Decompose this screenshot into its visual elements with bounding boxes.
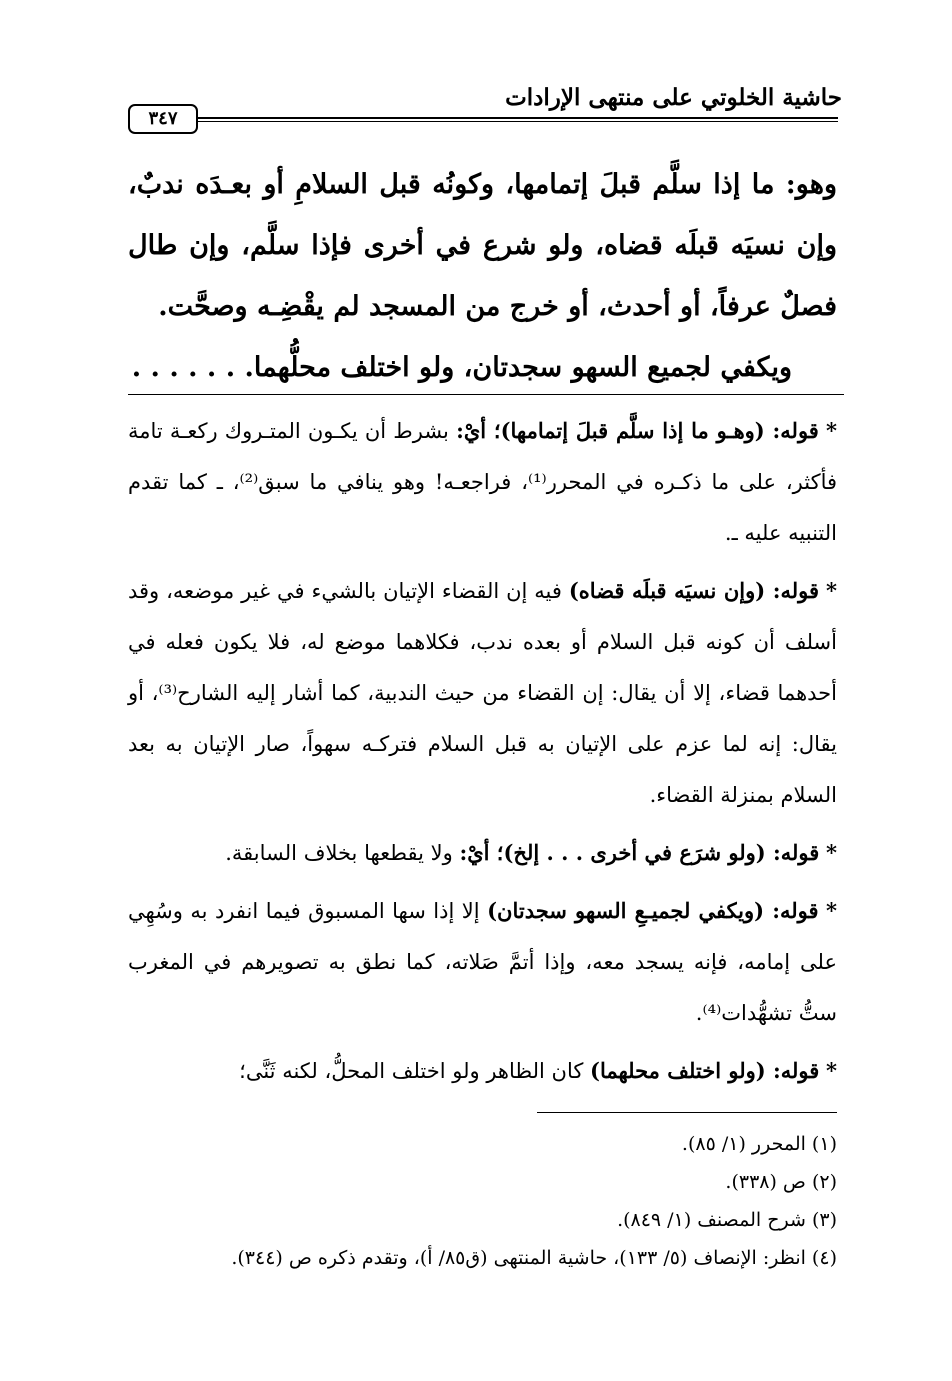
asterisk-marker: * [826, 578, 837, 603]
commentary [128, 405, 837, 1103]
asterisk-marker: * [826, 418, 838, 443]
commentary-paragraph-2 [128, 565, 837, 821]
footnote-4: (٤) انظر: الإنصاف (٥/ ١٣٣)، حاشية المنتهى (ق٨٥/ أ)، وتقدم ذكره ص (٣٤٤). [231, 1247, 837, 1269]
commentary-paragraph-3 [128, 827, 837, 879]
asterisk-marker: * [826, 1058, 837, 1083]
commentary-lemma: قوله: (ولو شرَع في أخرى . . . إلخ)؛ أيْ: [459, 840, 820, 865]
main-text [128, 154, 837, 398]
commentary-paragraph-5 [128, 1045, 837, 1097]
asterisk-marker: * [826, 840, 837, 865]
footnote-3: (٣) شرح المصنف (١/ ٨٤٩). [617, 1209, 837, 1231]
main-text-paragraph-1: وهو: ما إذا سلَّم قبلَ إتمامها، وكونُه قبل السلامِ أو بعـدَه ندبٌ، وإن نسيَه قبلَه قضاه، ولو شرع في أخرى فإذا سلَّم، وإن طال فصلٌ عرفاً، أو أحدث، أو خرج من المسجد لم يقْضِـه وصحَّت. [128, 169, 837, 322]
text-separator-rule [128, 394, 844, 395]
commentary-lemma: قوله: (ويكفي لجميـعِ السهو سجدتان) [487, 898, 819, 923]
commentary-lemma: قوله: (وإن نسيَه قبلَه قضاه) [568, 578, 820, 603]
footnotes [128, 1125, 837, 1277]
commentary-paragraph-1 [128, 405, 837, 559]
commentary-body: فيه إن القضاء الإتيان بالشيء في غير موضعه، وقد أسلف أن كونه قبل السلام أو بعده ندب، فكلاهما موضع له، فلا يكون فعله في أحدهما قضاء، إلا أن يقال: إن القضاء من حيث الندبية، كما أشار إليه الشارح⁽³⁾، أو يقال: إنه لما عزم على الإتيان به قبل السلام فتركـه سهواً، صار الإتيان به بعد السلام بمنزلة القضاء. [128, 579, 837, 807]
footnote-1: (١) المحرر (١/ ٨٥). [681, 1133, 837, 1155]
page-number: ٣٤٧ [128, 104, 198, 134]
commentary-paragraph-4 [128, 885, 837, 1039]
header-rule [196, 117, 838, 122]
commentary-lemma: قوله: (وهـو ما إذا سلَّم قبلَ إتمامها)؛ أيْ: [456, 418, 819, 443]
asterisk-marker: * [826, 898, 837, 923]
main-text-paragraph-2: ويكفي لجميع السهو سجدتان، ولو اختلف محلُّهما. . . . . . . [131, 352, 792, 383]
running-header-title: حاشية الخلوتي على منتهى الإرادات [505, 84, 842, 111]
footnote-separator-rule [537, 1112, 837, 1113]
commentary-body: بشرط أن يكـون المتـروك ركعـة تامة فأكثر، على ما ذكـره في المحرر⁽¹⁾، فراجعـه! وهو ينافي ما سبق⁽²⁾، ـ كما تقدم التنبيه عليه ـ. [128, 419, 837, 545]
commentary-body: إلا إذا سها المسبوق فيما انفرد به وسُهِي على إمامه، فإنه يسجد معه، وإذا أتمَّ صَلاته، كما نطق به تصويرهم في المغرب ستُّ تشهُّدات⁽⁴⁾. [128, 899, 837, 1025]
commentary-lemma: قوله: (ولو اختلف محلهما) [590, 1058, 820, 1083]
footnote-2: (٢) ص (٣٣٨). [725, 1171, 837, 1193]
commentary-body: كان الظاهر ولو اختلف المحلُّ، لكنه ثَنَّى؛ [239, 1059, 591, 1083]
commentary-body: ولا يقطعها بخلاف السابقة. [225, 841, 460, 865]
